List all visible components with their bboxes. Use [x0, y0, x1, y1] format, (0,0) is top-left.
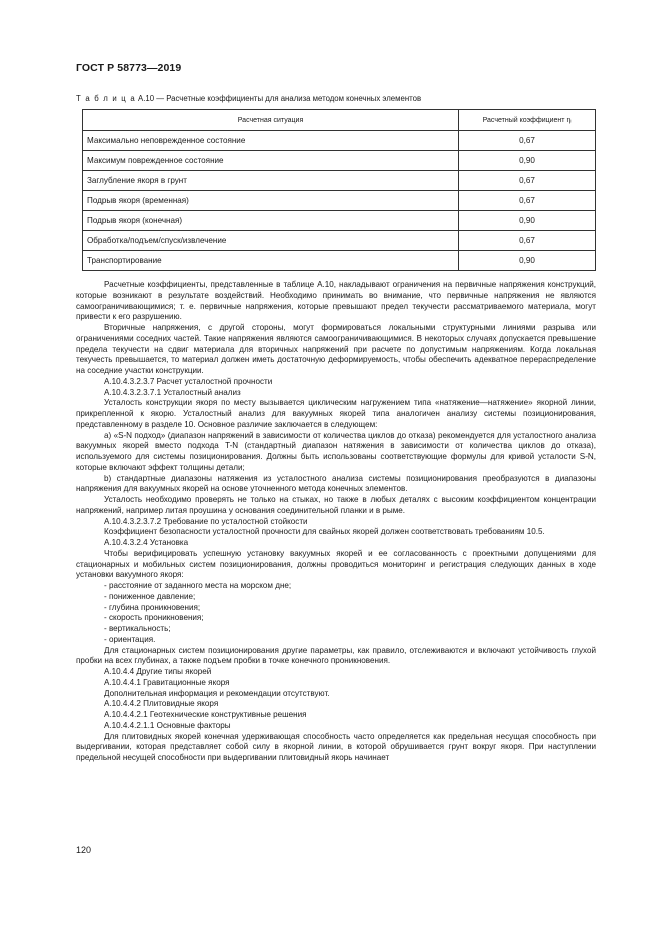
section-heading: А.10.4.3.2.4 Установка: [104, 538, 189, 547]
monitoring-list: [76, 581, 596, 646]
coefficient-cell: 0,90: [459, 211, 596, 231]
header-coefficient: Расчетный коэффициент ηᵢ: [459, 110, 596, 131]
section-heading: А.10.4.4.2.1.1 Основные факторы: [104, 720, 231, 730]
paragraph: Для стационарных систем позиционирования другие параметры, как правило, отслеживаются и включают устойчивость глухой пробки на всех глубинах, а также подъем пробки в точке конечного проникновения.: [76, 645, 596, 666]
body-text: [76, 280, 596, 764]
section-heading: А.10.4.3.2.3.7.2 Требование по усталостной стойкости: [104, 516, 308, 526]
paragraph: Расчетные коэффициенты, представленные в таблице А.10, накладывают ограничения на первичные напряжения конструкций, которые возникают в результате воздействий. Необходимо принимать во внимание, что первичные напряжения не являются самоограничивающимися; т. е. первичные напряжения, которые превышают предел текучести рассматриваемого материала, могут привести к его разрушению.: [76, 280, 596, 322]
paragraph: Чтобы верифицировать успешную установку вакуумных якорей и ее согласованность с проектными допущениями для стационарных и мобильных систем позиционирования, должны проводиться мониторинг и регистрация следующих данных в ходе установки вакуумного якоря:: [76, 548, 596, 580]
paragraph: b) стандартные диапазоны натяжения из усталостного анализа системы позиционирования преобразуются в диапазоны напряжения для вакуумных якорей на основе уточненного метода конечных элементов.: [76, 473, 596, 494]
situation-cell: Подрыв якоря (временная): [83, 191, 459, 211]
table-header-row: [83, 110, 596, 131]
coefficient-cell: 0,67: [459, 131, 596, 151]
list-item: - расстояние от заданного места на морском дне;: [104, 581, 292, 590]
list-item: - пониженное давление;: [104, 591, 196, 601]
table-row: [83, 151, 596, 171]
section-heading: А.10.4.3.2.3.7.1 Усталостный анализ: [104, 387, 241, 397]
paragraph: Для плитовидных якорей конечная удерживающая способность часто определяется как предельная несущая способность при выдергивании, которая представляет собой силу в якорной линии, в которой обрушивается грунт вокруг якоря. При наступлении предельной несущей способности при выдергивании плитовидный якорь начинает: [76, 731, 596, 762]
situation-cell: Подрыв якоря (конечная): [83, 211, 459, 231]
list-item: - вертикальность;: [104, 624, 171, 633]
list-item: - ориентация.: [104, 634, 156, 644]
situation-cell: Обработка/подъем/спуск/извлечение: [83, 231, 459, 251]
section-heading: А.10.4.4.1 Гравитационные якоря: [104, 677, 230, 687]
coefficient-cell: 0,67: [459, 191, 596, 211]
list-item: - глубина проникновения;: [104, 602, 201, 612]
coefficient-cell: 0,67: [459, 231, 596, 251]
paragraph: Вторичные напряжения, с другой стороны, могут формироваться локальными структурными линиями разрыва или ограничениями соседних частей. Такие напряжения являются самоограничивающимися. В некоторых случаях допускается превышение предела текучести на сдвиг материала для вторичных напряжений при расчете по допустимым напряжениям. Когда локальная текучесть превышается, то материал должен иметь достаточную деформируемость, чтобы обеспечить адекватное перераспределение на соседние участки конструкции.: [76, 323, 596, 375]
coefficient-cell: 0,90: [459, 251, 596, 271]
section-heading: А.10.4.4.2.1 Геотехнические конструктивные решения: [104, 710, 307, 719]
coefficient-cell: 0,90: [459, 151, 596, 171]
paragraph: а) «S-N подход» (диапазон напряжений в зависимости от количества циклов до отказа) рекомендуется для усталостного анализа вакуумных якорей вместо подхода T-N (стандартный диапазон натяжения в зависимости от количества циклов до отказа), используемого для системы позиционирования. Должны быть использованы соответствующие формулы для кривой усталости S-N, которые включают эффект толщины детали;: [76, 430, 596, 472]
standard-code: ГОСТ Р 58773—2019: [76, 62, 182, 74]
table-row: [83, 171, 596, 191]
header-situation: Расчетная ситуация: [83, 110, 459, 131]
table-caption-text: А.10 — Расчетные коэффициенты для анализа методом конечных элементов: [138, 94, 422, 103]
situation-cell: Транспортирование: [83, 251, 459, 271]
paragraph: Дополнительная информация и рекомендации отсутствуют.: [104, 688, 330, 698]
table-caption-label: Т а б л и ц а: [76, 94, 136, 103]
table-row: [83, 231, 596, 251]
section-heading: А.10.4.4.2 Плитовидные якоря: [104, 699, 219, 709]
section-heading: А.10.4.4 Другие типы якорей: [104, 667, 212, 676]
section-heading: А.10.4.3.2.3.7 Расчет усталостной прочности: [104, 376, 273, 386]
table-row: [83, 191, 596, 211]
table-row: [83, 131, 596, 151]
coefficient-cell: 0,67: [459, 171, 596, 191]
situation-cell: Максимально неповрежденное состояние: [83, 131, 459, 151]
page-number: 120: [76, 845, 92, 855]
list-item: - скорость проникновения;: [104, 613, 204, 623]
paragraph: Усталость конструкции якоря по месту вызывается циклическим нагружением типа «натяжение—натяжение» якорной линии, прикрепленной к якорю. Усталостный анализ для вакуумных якорей типа аналогичен анализу системы позиционирования, представленному в разделе 10. Основное различие заключается в следующем:: [76, 398, 596, 429]
situation-cell: Заглубление якоря в грунт: [83, 171, 459, 191]
table-caption: [76, 94, 596, 103]
situation-cell: Максимум поврежденное состояние: [83, 151, 459, 171]
paragraph: Коэффициент безопасности усталостной прочности для свайных якорей должен соответствовать требованиям 10.5.: [104, 527, 545, 537]
coefficients-table: [82, 109, 596, 271]
table-row: [83, 251, 596, 271]
paragraph: Усталость необходимо проверять не только на стыках, но также в любых деталях с высоким коэффициентом концентрации напряжений, например литая проушина у основания соединительной планки и в рыме.: [76, 495, 596, 515]
table-row: [83, 211, 596, 231]
